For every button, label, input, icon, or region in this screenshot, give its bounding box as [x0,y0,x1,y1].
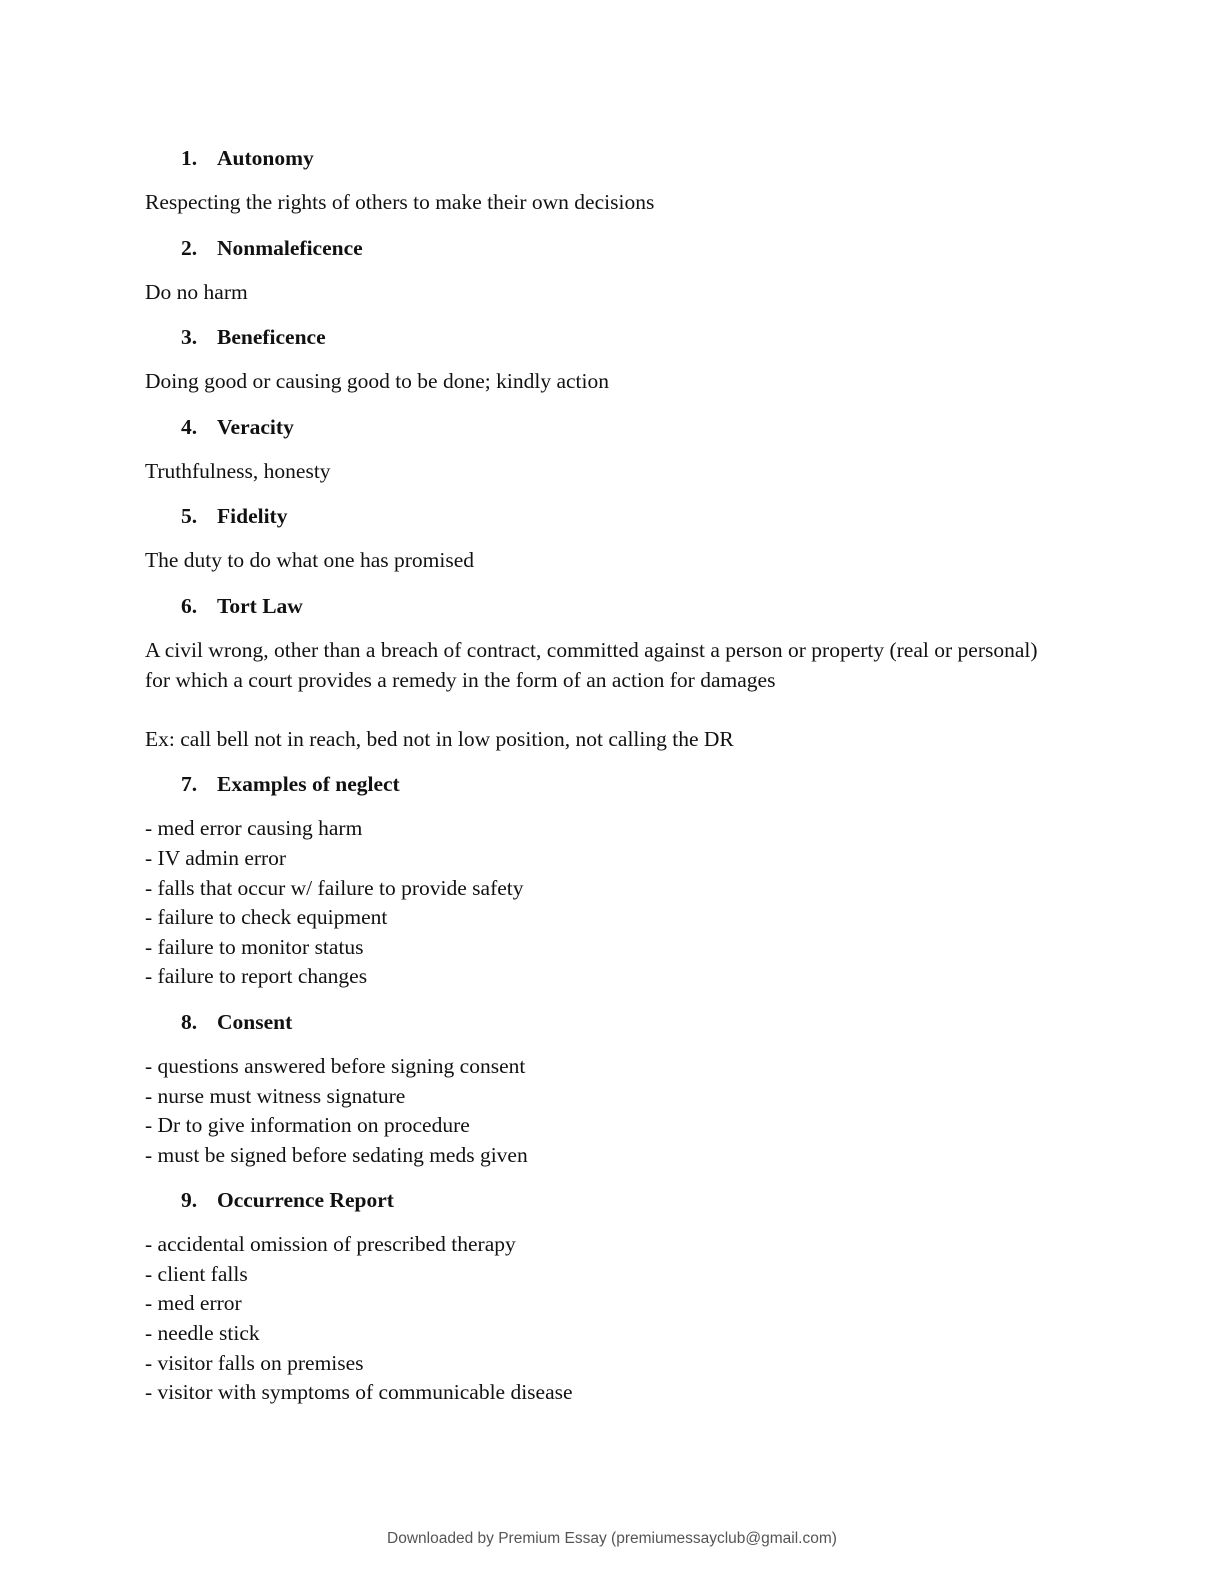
section-heading-tort-law [145,591,1065,621]
section-body-tort-law [145,636,1065,754]
list-item: - med error causing harm [145,816,363,841]
section-heading-fidelity [145,501,1065,531]
list-item: - failure to monitor status [145,934,364,959]
section-title: Autonomy [217,146,314,170]
paragraph: Doing good or causing good to be done; kindly action [145,369,609,394]
section-title: Fidelity [217,504,288,529]
section-heading-nonmaleficence [145,233,1065,263]
section-heading-veracity [145,412,1065,442]
paragraph: Do no harm [145,279,248,304]
section-heading-autonomy [145,143,1065,173]
section-number: 3. [181,325,198,350]
section-title: Tort Law [217,593,303,618]
section-heading-consent [145,1007,1065,1037]
download-footer: Downloaded by Premium Essay (premiumessayclub@gmail.com) [387,1530,837,1547]
section-body-occurrence-report [145,1230,1065,1408]
section-title: Examples of neglect [217,772,400,797]
document-content [145,143,1065,1423]
section-number: 7. [181,772,198,797]
section-number: 6. [181,593,198,618]
section-title: Beneficence [217,325,326,350]
paragraph: Truthfulness, honesty [145,458,331,483]
list-item: - visitor falls on premises [145,1350,364,1375]
section-number: 8. [181,1009,198,1034]
paragraph: A civil wrong, other than a breach of contract, committed against a person or property (real or personal) for which a court provides a remedy in the form of an action for damages [145,637,1038,692]
section-heading-examples-of-neglect [145,769,1065,799]
list-item: - med error [145,1291,242,1316]
list-item: - needle stick [145,1321,260,1346]
list-item: - questions answered before signing consent [145,1053,526,1078]
section-body-veracity [145,457,1065,487]
section-number: 9. [181,1188,198,1213]
list-item: - falls that occur w/ failure to provide safety [145,875,524,900]
section-body-examples-of-neglect [145,814,1065,992]
paragraph-spacer [145,695,1065,725]
section-body-beneficence [145,367,1065,397]
section-body-autonomy [145,188,1065,218]
section-number: 4. [181,414,198,439]
section-title: Veracity [217,414,294,439]
list-item: - failure to check equipment [145,905,388,930]
section-body-consent [145,1052,1065,1170]
section-body-fidelity [145,546,1065,576]
list-item: - client falls [145,1261,248,1286]
list-item: - IV admin error [145,845,287,870]
section-heading-occurrence-report [145,1185,1065,1215]
list-item: - nurse must witness signature [145,1083,406,1108]
section-number: 2. [181,235,198,260]
section-body-nonmaleficence [145,278,1065,308]
list-item: - Dr to give information on procedure [145,1113,470,1138]
section-title: Consent [217,1009,293,1034]
list-item: - failure to report changes [145,964,368,989]
section-heading-beneficence [145,322,1065,352]
paragraph: Respecting the rights of others to make their own decisions [145,190,655,214]
section-number: 5. [181,504,198,529]
section-number: 1. [181,146,198,170]
list-item: - visitor with symptoms of communicable disease [145,1380,573,1405]
list-item: - must be signed before sedating meds given [145,1142,528,1167]
section-title: Occurrence Report [217,1188,394,1213]
section-title: Nonmaleficence [217,235,363,260]
paragraph: Ex: call bell not in reach, bed not in low position, not calling the DR [145,726,734,751]
paragraph: The duty to do what one has promised [145,548,475,573]
list-item: - accidental omission of prescribed therapy [145,1232,516,1257]
